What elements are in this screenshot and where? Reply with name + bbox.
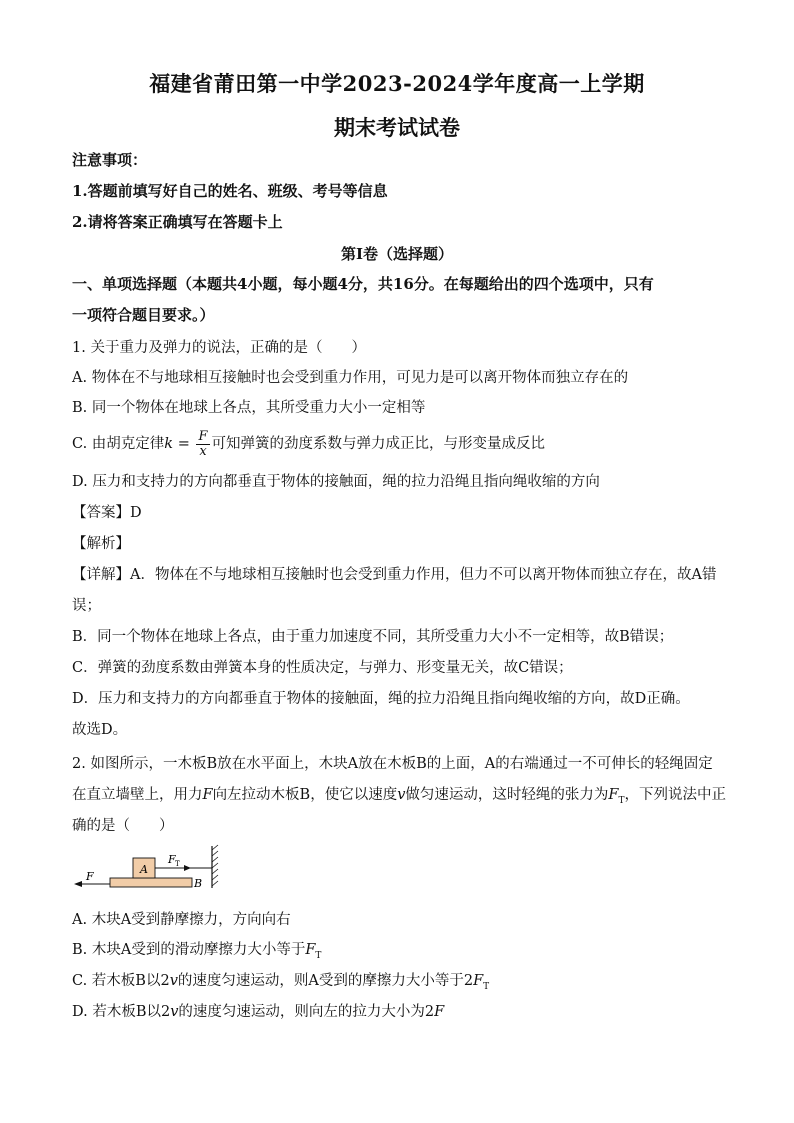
q2-stem-line3: 确的是（ ） xyxy=(72,818,174,834)
q2-stem2-pre: 在直立墙壁上，用力 xyxy=(72,787,203,803)
q1-conclusion: 故选D。 xyxy=(72,722,128,738)
q1-option-c-prefix: C. 由胡克定律 xyxy=(72,436,165,452)
q1-option-d: D. 压力和支持力的方向都垂直于物体的接触面，绳的拉力沿绳且指向绳收缩的方向 xyxy=(72,474,600,490)
q2-option-c-v: v xyxy=(169,973,178,989)
label-ft-sub: T xyxy=(175,860,180,868)
q2-option-b-text: B. 木块A受到的滑动摩擦力大小等于 xyxy=(72,942,306,958)
fraction-numerator: F xyxy=(198,428,208,444)
q2-option-b-f: F xyxy=(305,942,316,958)
wall-hatching xyxy=(212,845,218,886)
q2-stem2-mid2: 做匀速运动，这时轻绳的张力为 xyxy=(405,787,609,803)
exam-title-line2: 期末考试试卷 xyxy=(334,115,460,140)
section-heading-line1: 一、单项选择题（本题共4小题，每小题4分，共16分。在每题给出的四个选项中，只有 xyxy=(72,275,654,293)
pull-force-arrowhead xyxy=(74,881,82,887)
label-a: A xyxy=(140,863,148,876)
q2-option-a: A. 木块A受到静摩擦力，方向向右 xyxy=(72,912,291,928)
q1-analysis-label: 【解析】 xyxy=(72,536,130,552)
q1-answer: 【答案】D xyxy=(72,505,142,521)
q1-detail-c: C．弹簧的劲度系数由弹簧本身的性质决定，与弹力、形变量无关，故C错误； xyxy=(72,660,573,676)
notice-item-2: 2.请将答案正确填写在答题卡上 xyxy=(72,213,283,231)
notice-item-1: 1.答题前填写好自己的姓名、班级、考号等信息 xyxy=(72,182,388,200)
q2-option-c-mid: 的速度匀速运动，则A受到的摩擦力大小等于2 xyxy=(177,973,474,989)
q2-option-b-t-sub: T xyxy=(315,950,322,961)
label-ft: F xyxy=(168,853,176,866)
q2-option-c-pre: C. 若木板B以2 xyxy=(72,973,170,989)
q1-detail-b: B．同一个物体在地球上各点，由于重力加速度不同，其所受重力大小不一定相等，故B错误； xyxy=(72,629,674,645)
q1-option-c-suffix: 可知弹簧的劲度系数与弹力成正比，与形变量成反比 xyxy=(211,436,545,452)
q2-option-d-v: v xyxy=(170,1004,179,1020)
notice-heading: 注意事项： xyxy=(72,151,148,169)
exam-title-line1: 福建省莆田第一中学2023-2024学年度高一上学期 xyxy=(149,71,645,96)
tension-arrowhead xyxy=(184,865,191,871)
volume-title: 第I卷（选择题） xyxy=(340,245,454,263)
section-heading-line2: 一项符合题目要求。） xyxy=(72,306,215,324)
q1-option-c-eq: = xyxy=(173,436,195,452)
fraction-denominator: x xyxy=(199,443,207,459)
hooke-fraction xyxy=(196,430,209,459)
q2-option-c-t-sub: T xyxy=(483,981,490,992)
q2-option-d-mid: 的速度匀速运动，则向左的拉力大小为2 xyxy=(178,1004,435,1020)
q2-option-b xyxy=(72,940,732,966)
q1-option-c xyxy=(72,429,732,459)
q2-option-d-pre: D. 若木板B以2 xyxy=(72,1004,171,1020)
q2-stem2-mid: 向左拉动木板B，使它以速度 xyxy=(212,787,398,803)
q2-stem-line1: 2. 如图所示，一木板B放在水平面上，木块A放在木板B的上面，A的右端通过一不可伸长的轻绳固定 xyxy=(72,756,713,772)
q1-detail-d: D．压力和支持力的方向都垂直于物体的接触面，绳的拉力沿绳且指向绳收缩的方向，故D正确。 xyxy=(72,691,690,707)
label-b: B xyxy=(194,877,203,890)
q1-stem: 1. 关于重力及弹力的说法，正确的是（ ） xyxy=(72,340,366,356)
q2-option-c-f: F xyxy=(473,973,484,989)
q1-option-b: B. 同一个物体在地球上各点，其所受重力大小一定相等 xyxy=(72,400,426,416)
q2-stem2-f: F xyxy=(202,787,213,803)
q2-stem2-v: v xyxy=(397,787,406,803)
label-f: F xyxy=(86,870,94,883)
q2-stem2-t-sub: T xyxy=(618,795,625,806)
q2-force-diagram xyxy=(70,842,230,892)
q1-option-c-k: k xyxy=(164,436,174,452)
q2-option-d xyxy=(72,1002,732,1022)
q1-detail-line1: 【详解】A．物体在不与地球相互接触时也会受到重力作用，但力不可以离开物体而独立存在，故A错 xyxy=(72,567,717,583)
q1-detail-line2: 误； xyxy=(72,598,101,614)
q2-stem-line2 xyxy=(72,785,732,811)
q2-stem2-post: ，下列说法中正 xyxy=(624,787,726,803)
q2-option-d-f: F xyxy=(434,1004,445,1020)
q2-stem2-ft: F xyxy=(608,787,619,803)
q2-option-c xyxy=(72,971,732,997)
board-b xyxy=(110,878,192,887)
q1-option-a: A. 物体在不与地球相互接触时也会受到重力作用，可见力是可以离开物体而独立存在的 xyxy=(72,370,629,386)
